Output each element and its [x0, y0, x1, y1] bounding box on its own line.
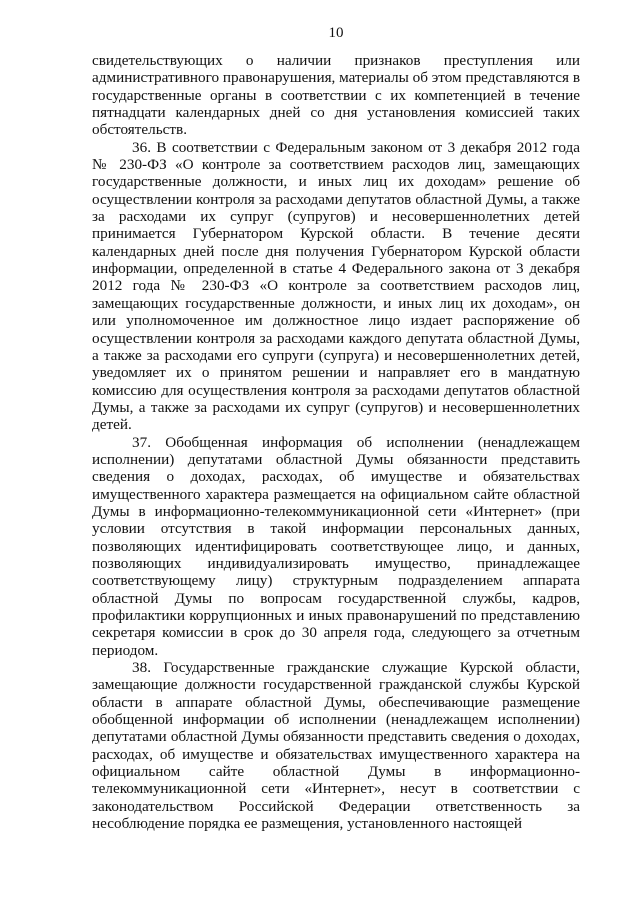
paragraph-clause-38: 38. Государственные гражданские служащие Курской области, замещающие должности государственной гражданской службы Курской области в аппарате областной Думы, обеспечивающие размещение обобщенной информации об исполнении (ненадлежащем исполнении) депутатами областной Думы обязанности представить сведения о доходах, расходах, об имуществе и обязательствах имущественного характера на официальном сайте областной Думы в информационно-телекоммуникационной сети «Интернет», несут в соответствии с законодательством Российской Федерации ответственность за несоблюдение порядка ее размещения, установленного настоящей	[92, 659, 580, 833]
paragraph-clause-37: 37. Обобщенная информация об исполнении (ненадлежащем исполнении) депутатами областной Думы обязанности представить сведения о доходах, расходах, об имуществе и обязательствах имущественного характера размещается на официальном сайте областной Думы в информационно-телекоммуникационной сети «Интернет» (при условии отсутствия в такой информации персональных данных, позволяющих идентифицировать соответствующее лицо, и данных, позволяющих индивидуализировать имущество, принадлежащее соответствующему лицу) структурным подразделением аппарата областной Думы по вопросам государственной службы, кадров, профилактики коррупционных и иных правонарушений по представлению секретаря комиссии в срок до 30 апреля года, следующего за отчетным периодом.	[92, 433, 580, 659]
paragraph-clause-36: 36. В соответствии с Федеральным законом от 3 декабря 2012 года № 230-ФЗ «О контроле за соответствием расходов лиц, замещающих государственные должности, и иных лиц их доходам» решение об осуществлении контроля за расходами депутатов областной Думы, а также за расходами их супруг (супругов) и несовершеннолетних детей принимается Губернатором Курской области. В течение десяти календарных дней после дня получения Губернатором Курской области информации, определенной в статье 4 Федерального закона от 3 декабря 2012 года № 230-ФЗ «О контроле за соответствием расходов лиц, замещающих государственные должности, и иных лиц их доходам», он или уполномоченное им должностное лицо издает распоряжение об осуществлении контроля за расходами каждого депутата областной Думы, а также за расходами его супруги (супруга) и несовершеннолетних детей, уведомляет их о принятом решении и направляет его в мандатную комиссию для осуществления контроля за расходами депутатов областной Думы, а также за расходами их супруг (супругов) и несовершеннолетних детей.	[92, 138, 580, 434]
document-body	[92, 52, 580, 832]
page-number: 10	[328, 25, 344, 41]
paragraph-continuation: свидетельствующих о наличии признаков преступления или административного правонарушения, материалы об этом представляются в государственные органы в соответствии с их компетенцией в течение пятнадцати календарных дней со дня установления комиссией таких обстоятельств.	[92, 52, 580, 139]
